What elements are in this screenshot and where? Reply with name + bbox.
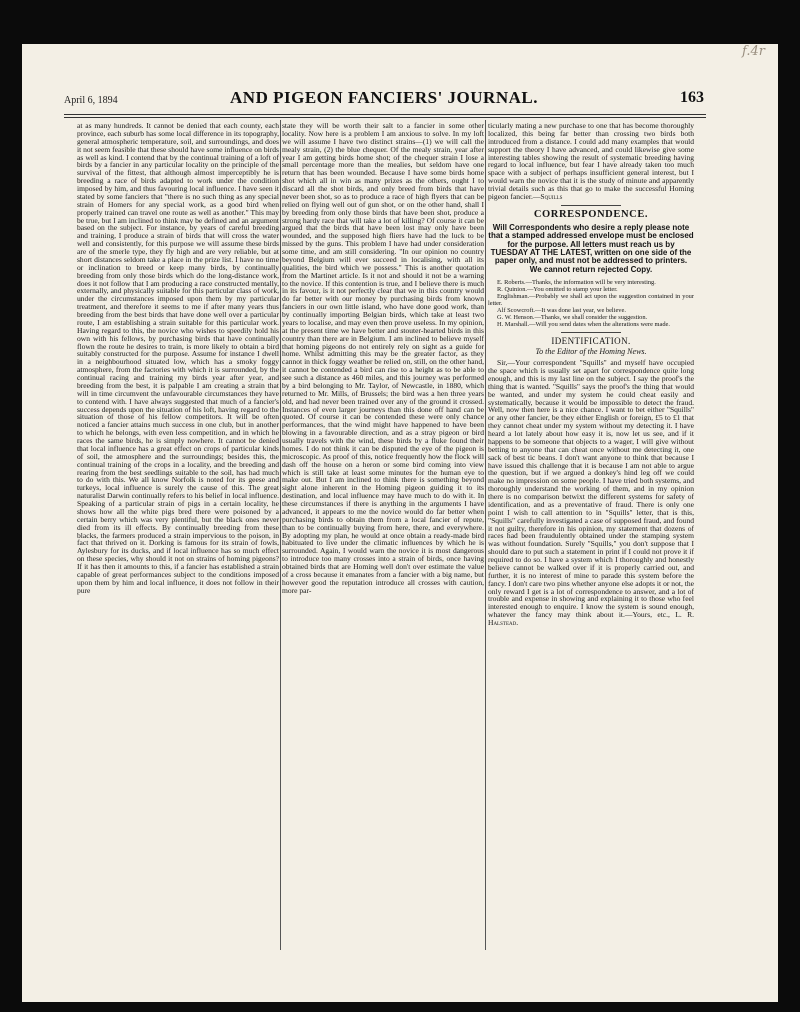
page-header bbox=[64, 88, 704, 114]
column-divider-2 bbox=[485, 120, 486, 950]
article-column-2 bbox=[282, 122, 484, 952]
reply-item: R. Quinion.—You omitted to stamp your letter. bbox=[497, 286, 618, 294]
column-1-text: at as many hundreds. It cannot be denied that each county, each province, each suburb has some local difference in its topography, general atmospheric temperature, soil, and surroundings, and does it not seem feasible that these should have some influence on birds as well as kind. I contend that by the continual training of a loft of birds by a fancier in any particular locality on the principle of the survival of the fittest, that although almost imperceptibly he is breeding a race of birds adapted to work under the condition imposed by him, and thus favouring local influence. I have seen it stated by some fanciers that "there is no such thing as any special strain of Homers for any special work, as a good bird when properly trained can travel one route as well as another." This may be true, but I am inclined to think may be defined and an argument based on the subject. For instance, by years of careful breeding and training, I produce a strain of birds that will cross the water well and consistently, for this purpose we will assume these birds are of the smerle type, they fly high and are very reliable, but at short distances seldom take a place in the prize list. I have no time or inclination to breed or keep many birds, by continually breeding from only those birds which do the long-distance work, does it not follow that I am producing a race constructed mentally, externally, and physically suitable for this particular class of work, under the circumstances imposed upon them by my particular treatment, and therefore it seems to me if after many years thus breeding from the best birds that have done well over a particular route, I am establishing a strain suitable for this particular work. Having regard to this, the novice who wishes to speedily hold his own with his fellows, by purchasing birds that have continually flown the route he desires to train, is more likely to obtain a bird suitably constructed for the purpose. Assume for instance I dwell in a neighbourhood situated low, which has a smoky foggy atmosphere, from the factories with which it is surrounded, by the continual racing and training my birds year after year, and breeding from the best, it is palpable I am creating a strain that will in time circumvent the unfavourable circumstances they have to contend with. I have always suggested that much of a fancier's success depends upon the situation of his loft, having regard to the situation of those of his fellow competitors. It will be often noticed a fancier attains much success in one club, but in another to which he belongs, with even less competition, and in which he races the same birds, he is simply nowhere. It cannot be denied that local influence has a great effect on crops of particular kinds of soil, the atmosphere and the surroundings; besides this, the continual training of the crops in a locality, and the breeding and rearing from the best seedlings suitable to the soil, has had much to do with this. We all know Norfolk is noted for its geese and turkeys, local influence is surely the cause of this. The great naturalist Darwin continually refers to his belief in local influence. Speaking of a particular strain of pigs in a certain locality, he shows how all the white pigs bred there were poisoned by a certain berry which was very plentiful, but the black ones never died from its ill effects. By continually breeding from these blacks, the farmers produced a strain impervious to the poison, in fact that thrived on it. Dorking is famous for its strain of fowls, Aylesbury for its ducks, and if local influence has so much effect on these species, why should it not on strains of homing pigeons? If it has then it amounts to this, if a fancier has established a strain capable of great performances subject to the conditions imposed upon them by him and local influence, it does not follow in their pure bbox=[77, 122, 279, 595]
letter-subheading: To the Editor of the Homing News. bbox=[535, 346, 647, 356]
correspondence-notice: Will Correspondents who desire a reply please note that a stamped addressed envelope must be enclosed for the purpose. All letters must reach us by TUESDAY AT THE LATEST, written on one side of the paper only, and must not be addressed to printers. We cannot return rejected Copy. bbox=[488, 222, 694, 274]
reply-item: G. W. Henson.—Thanks, we shall consider the suggestion. bbox=[497, 314, 648, 322]
section-rule bbox=[561, 205, 621, 206]
letter-body-text: Sir,—Your correspondent "Squills" and myself have occupied the space which is usually set apart for correspondence quite long enough, and this is my last line on the subject. I say the proof's the thing that is wanted. "Squills" says the proof's the thing that would be wanted, and under my system he could cheat easily and systematically, because it would be impossible to detect the fraud. Well, now then here is a nice chance. I want to bet either "Squills" or any other fancier, be they either English or foreign, £5 to £1 that they cannot cheat under my system without my detecting it. I have heard a lot lately about how easy it is, now let us see, and if it happens to be someone that objects to a wager, I will give without betting to anyone that can cheat once without me detecting it, one sack of best tic beans. I don't want anyone to think that because I have issued this challenge that it is because I am not able to argue the question, but if we argued a donkey's hind leg off we could make no impression on some people. I have tried both systems, and thoroughly understand the working of them, and in my opinion there is no comparison betwixt the different systems for safety of identification, and as a preventative of fraud. There is only one point I wish to call attention to in "Squills" letter, that is this, "Squills" carefully investigated a case of supposed fraud, and found it not guilty, therefore in his opinion, my statement that dozens of races had been fraudulently obtained under the stamping system was without foundation. Surely "Squills," you don't suppose that I should dare to put such a statement in print if I could not prove it if required to do so. I have a system which I thoroughly and honestly believe cannot be walked over if it is properly carried out, and further, it is no interest of mine to parade this system before the fancy. I don't care two pins whether anyone else adopts it or not, the only reward I get is a lot of correspondence to answer, and a lot of trouble and expense in showing and explaining it to those who feel interested enough to enquire. I know the system is sound enough, whatever the fancy may think about it.—Yours, etc., bbox=[488, 358, 694, 620]
letter-heading: IDENTIFICATION. bbox=[551, 336, 631, 347]
reply-item: Alf Scowcroft.—It was done last year, we believe. bbox=[497, 307, 626, 315]
header-rule-bottom bbox=[64, 117, 706, 118]
handwritten-folio-note: f.4r bbox=[742, 44, 765, 59]
page-number: 163 bbox=[680, 89, 704, 106]
correspondence-heading: CORRESPONDENCE. bbox=[533, 208, 649, 220]
section-rule bbox=[561, 332, 621, 333]
column-3-intro bbox=[488, 122, 694, 201]
reply-item: H. Marshall.—Will you send dates when the alterations were made. bbox=[497, 321, 670, 329]
journal-title: AND PIGEON FANCIERS' JOURNAL. bbox=[230, 88, 538, 107]
header-rule-top bbox=[64, 114, 706, 115]
column-2-text: state they will be worth their salt to a fancier in some other locality. Now here is a problem I am anxious to solve. In my loft we will assume I have two distinct strains—(1) we will call the mealy strain, (2) the blue chequer. Of the mealy strain, year after year I am getting birds home shot; of the chequer strain I lose a small percentage more than the mealies, but seldom have one return that has been wounded. Because I have some birds home shot which all in win as many prizes as the others, ought I to discard all the shot birds, and only breed from birds that have never been shot, so as to produce a race of high flyers that can be relied on flying well out of gun shot, or on the other hand, shall I by breeding from only those birds that have been shot, produce a strong hardy race that will take a lot of killing? Of course it can be argued that the birds that have been lost may only have been wounded, and the supposed high fliers have had the luck to be missed by the guns. This problem I have had under consideration some time, and am still considering. "In our opinion no country beyond Belgium will ever succeed in localising, with all its qualities, the bird which we possess." This is another quotation from the Martinet article. Is it not and should it not be a warning to the novice. If this contention is true, and I believe there is much in its favour, is it not perfectly clear that we in this country would do far better with our money by purchasing birds from known fanciers in our own little island, who have done good work, than by continually importing Belgian birds, which take at least two years to localise, and may even then prove useless. In my opinion, at the present time we have better and stouter-hearted birds in this country than there are in Belgium. I am inclined to believe myself that homing pigeons do not entirely rely on sight as a guide for home. Whilst admitting this may be the greater factor, as they cannot in thick foggy weather be relied on, still, on the other hand, it cannot be contended a bird can rise to a height as to be able to see such a distance as 460 miles, and this journey was performed by a bird belonging to Mr. Taylor, of Newcastle, in 1880, which returned to Mr. Mills, of Brussels; the bird was a hen three years old, and had never been trained over any of the ground it crossed. Instances of even larger journeys than this done off hand can be quoted. Of course it can be contended these were only chance performances, that the wind might have happened to have been blowing in a favourable direction, and as a stray pigeon or bird usually travels with the wind, these birds by a fluke found their homes. I do not think it can be disputed the eye of the pigeon is microscopic. As proof of this, notice frequently how the flock will dash off the house on a heron or some bird coming into view which is still take at least some minutes for the human eye to make out. But I am inclined to think there is something beyond sight alone inherent in the Homing pigeon guiding it to its destination, and local influence may have much to do with it. In these circumstances if there is anything in the arguments I have advanced, it appears to me the novice would do far better when purchasing birds to obtain them from a local fancier of repute, than to be continually buying from here, there, and everywhere. By adopting my plan, he would at once obtain a ready-made bird habituated to live under the climatic influences by which he is surrounded. Again, I would warn the novice it is most dangerous to introduce too many crosses into a strain of birds, once having obtained birds that are Homing well don't over estimate the value of a cross because it emanates from a fancier with a big name, but however good the reputation introduce all crosses with caution, more par- bbox=[282, 122, 484, 595]
column-divider-1 bbox=[280, 120, 281, 950]
reply-item: E. Roberts.—Thanks, the information will be very interesting. bbox=[497, 279, 656, 287]
issue-date: April 6, 1894 bbox=[64, 95, 118, 106]
article-column-1 bbox=[77, 122, 279, 952]
intro-signature: Squills bbox=[540, 191, 563, 201]
letter-signature: L. R. Halstead. bbox=[488, 610, 694, 628]
column-3-intro-text: ticularly mating a new purchase to one that has become thoroughly localized, this being far better than crossing two birds both introduced from a distance. I could add many examples that would support the theory I have advanced, and could likewise give some interesting tables showing the result of systematic breeding having regard to local influence, but fear I have already taken too much space with a subject of perhaps insufficient general interest, but I would warn the novice that it is the study of minute and apparently trivial details such as this that go to make the successful Homing pigeon fancier.— bbox=[488, 122, 694, 201]
article-column-3 bbox=[488, 122, 694, 952]
letter-body bbox=[488, 359, 694, 627]
reply-item: Englishman.—Probably we shall act upon the suggestion contained in your letter. bbox=[488, 293, 694, 308]
